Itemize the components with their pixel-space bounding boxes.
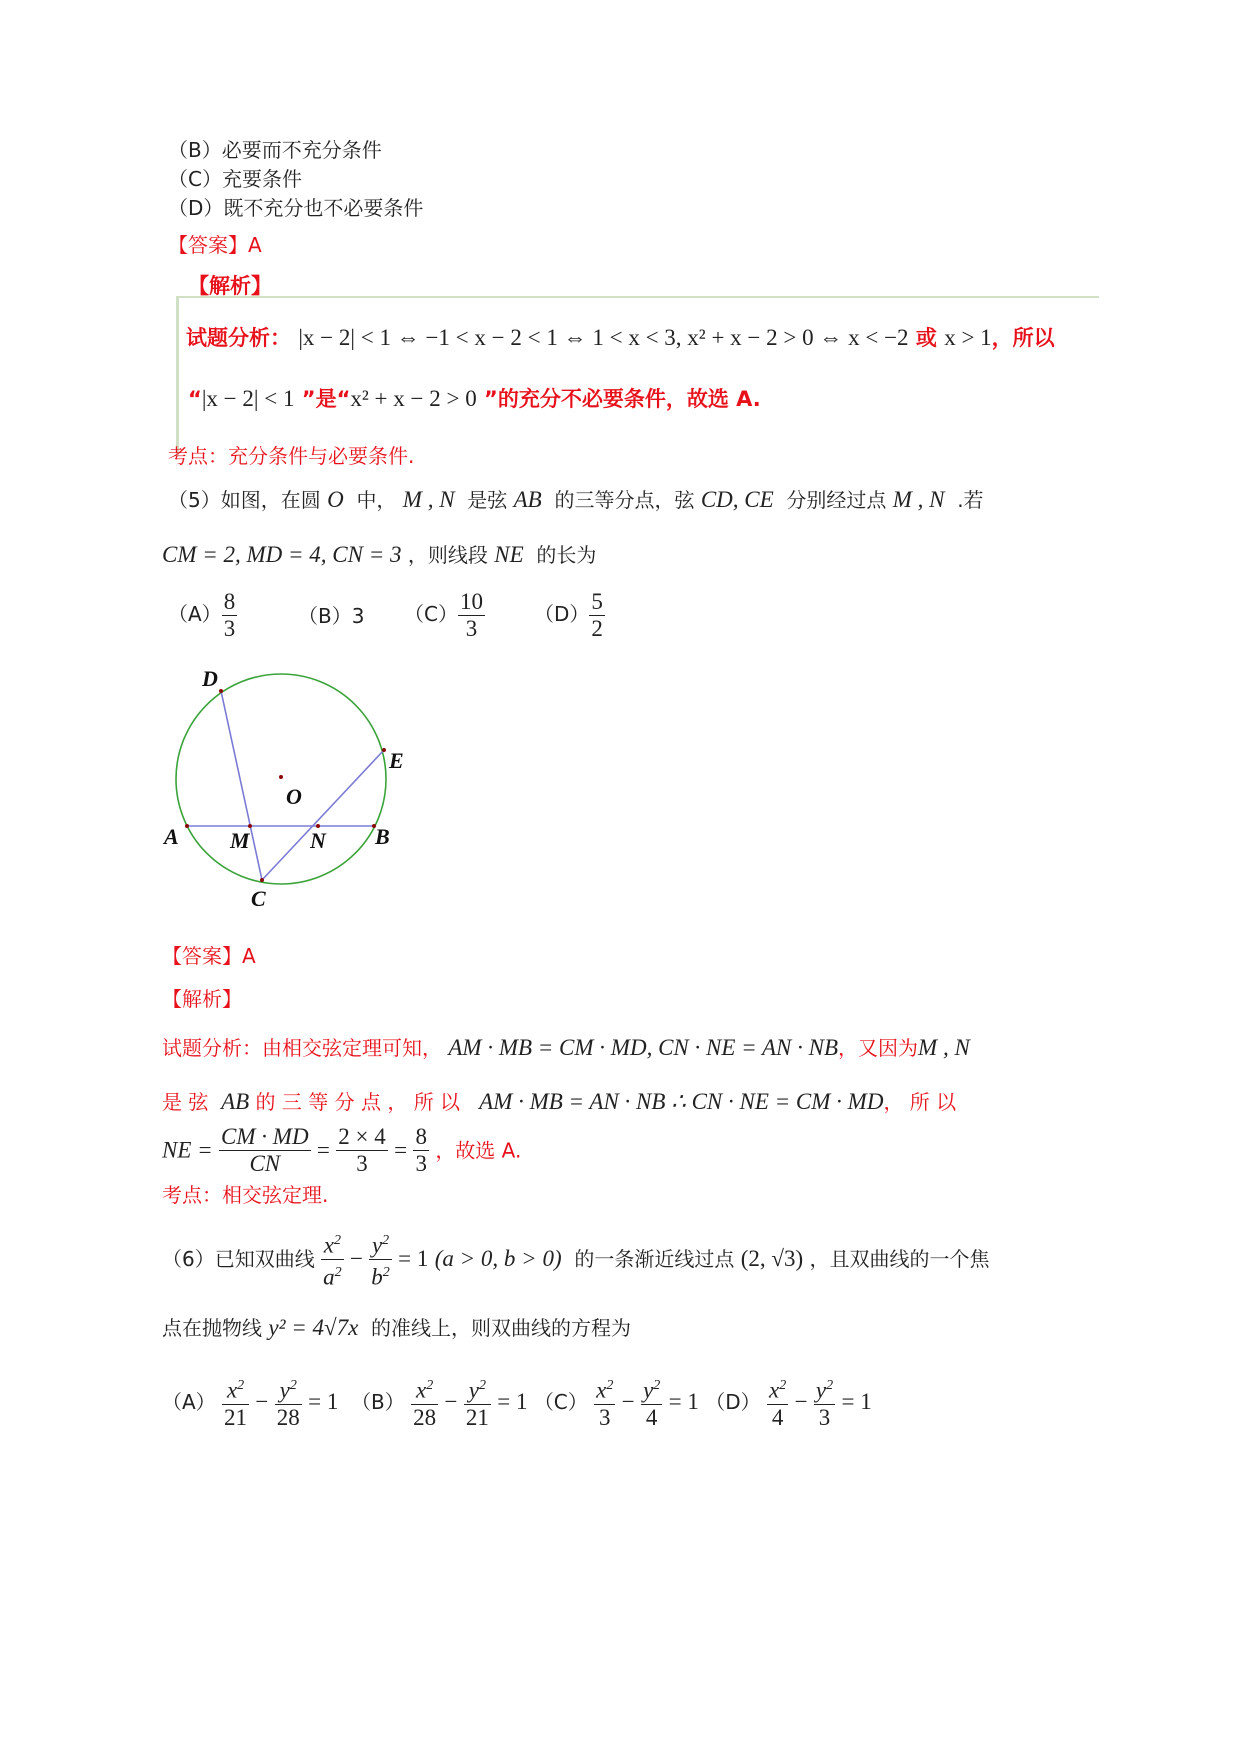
option-text: 既不充分也不必要条件 [223,196,424,220]
denominator: 2 [591,616,603,641]
quote-mid: ”是“ [294,387,351,411]
stem-text: ，且双曲线的一个焦 [809,1247,990,1272]
point-C [260,878,264,882]
option-label: （A） [168,602,222,626]
label-C: C [251,886,266,911]
q5-option-b [298,604,364,628]
denominator: 28 [413,1404,437,1430]
q5-stem-line1 [168,488,984,512]
analysis-text: 的 三 等 分 点 ， 所 以 [255,1090,461,1114]
analysis-math-5: x² + x − 2 > 0 [350,386,477,411]
stem-text: 的三等分点，弦 [554,488,695,512]
stem-text: 的一条渐近线过点 [574,1247,735,1272]
q5-stem-line2 [162,543,596,567]
label-B: B [375,824,390,849]
analysis-math: |x − 2| < 1 ⇔ −1 < x − 2 < 1 ⇔ 1 < x < 3 [298,325,676,350]
q5-analysis-line3: NE = $\frac{CM \cdot MD}{CN}$ = $\frac{2 \times 4}{3}$ = $\frac{8}{3}$ ，故选 A. [162,1124,522,1176]
option-text: 充要条件 [221,167,302,191]
q4-answer [168,233,262,257]
option-label: （B） [351,1389,405,1414]
analysis-suffix: ，所以 [991,326,1055,350]
circle-figure [150,660,440,920]
option-b-x: $\frac{x^2}{28}$ [411,1373,438,1431]
analysis-text: ，故选 A. [435,1138,522,1163]
q4-analysis-tag: 【解析】 [188,274,272,298]
option-b-y: $\frac{y^2}{21}$ [464,1373,491,1431]
q6-stem-line2 [162,1316,631,1340]
analysis-math-4: |x − 2| < 1 [201,386,295,411]
q5-analysis-line1 [162,1036,970,1060]
numerator: 5 [591,589,603,614]
option-label: （C） [533,1389,588,1414]
option-label: （C） [404,602,458,626]
option-label: （D） [168,196,224,220]
q4-option-b [168,138,382,162]
option-d-y: $\frac{y^2}{3}$ [814,1373,835,1431]
q5-answer [162,944,256,968]
q4-analysis-line2 [188,383,761,413]
point-A [185,824,189,828]
analysis-math-2: , x² + x − 2 > 0 ⇔ x < −2 [675,325,909,350]
q5-option-d [534,589,605,642]
denominator: 3 [356,1151,368,1176]
analysis-text: 试题分析：由相交弦定理可知， [162,1036,442,1060]
label-E: E [389,748,404,773]
analysis-or: 或 [908,326,945,350]
option-text: 必要而不充分条件 [221,138,382,162]
fraction [222,589,238,642]
stem-text: ，则线段 [407,543,488,567]
option-label: （B） [168,138,222,162]
answer-value: A [242,944,256,968]
option-value: 3 [351,604,365,628]
option-a-x: $\frac{x^2}{21}$ [222,1373,249,1431]
denominator: 21 [224,1404,248,1430]
denominator: 28 [276,1404,300,1430]
numerator: 2 × 4 [338,1124,386,1149]
denominator: 3 [599,1404,611,1430]
denominator: 3 [223,616,236,641]
q4-option-d [168,196,423,220]
hyperbola-y-term: $\frac{y^2}{b^2}$ [369,1228,392,1290]
answer-tag: 【答案】 [162,944,242,968]
option-label: （D） [534,602,590,626]
label-O: O [286,784,302,809]
label-A: A [164,824,179,849]
q6-number: （6） [162,1247,215,1272]
option-label: （B） [298,604,352,628]
denominator: 3 [818,1404,831,1430]
answer-value: A [248,233,262,257]
analysis-math-AB: AB [221,1089,250,1114]
option-label: （D） [705,1389,761,1414]
math-CDCE: CD, CE [700,487,774,512]
q5-option-a [168,589,237,642]
math-MN: M , N [402,487,455,512]
q6-options: （A） $\frac{x^2}{21}$ − $\frac{y^2}{28}$ = 1 （B） $\frac{x^2}{28}$ − $\frac{y^2}{21}$ = 1 （C） $\frac{x^2}{3}$ − $\frac{y^2}{4}$ = 1 （D） $\frac{x^2}{4}$ − $\frac{y^2}{3}$ = 1 [162,1373,872,1431]
analysis-text: 是 弦 [162,1090,209,1114]
chord-CE [262,750,384,880]
q5-analysis-line2 [162,1090,956,1114]
analysis-math: AM · MB = CM · MD, CN · NE = AN · NB [448,1035,839,1060]
denominator: 4 [771,1404,784,1430]
option-a-y: $\frac{y^2}{28}$ [275,1373,302,1431]
math-condition: CM = 2, MD = 4, CN = 3 [162,542,402,567]
math-MN-2: M , N [892,487,945,512]
analysis-math-MN: M , N [918,1035,970,1060]
option-c-y: $\frac{y^2}{4}$ [641,1373,662,1431]
numerator: 10 [459,589,483,614]
analysis-math-2: AM · MB = AN · NB ∴ CN · NE = CM · MD [479,1089,884,1114]
fraction-1 [219,1124,311,1177]
denominator: 4 [645,1404,658,1430]
answer-tag: 【答案】 [168,233,248,257]
q5-kaodian: 考点：相交弦定理. [162,1183,329,1207]
denominator: 3 [465,616,478,641]
label-D: D [202,666,218,691]
denominator: 3 [415,1151,427,1176]
stem-text: 点在抛物线 [162,1316,262,1340]
denominator: CN [249,1151,281,1176]
parabola: y² = 4√7x [268,1315,359,1340]
stem-text: 是弦 [467,488,508,512]
label-M: M [230,828,250,853]
quote-open: “ [188,387,202,411]
math-NE: NE [494,542,524,567]
point-value: 2, √3 [748,1246,796,1272]
q4-analysis-box [176,296,1099,456]
denominator: 21 [465,1404,489,1430]
quote-end: ”的充分不必要条件，故选 A. [476,387,761,411]
numerator: 8 [223,589,236,614]
q4-analysis-line1 [186,322,1055,352]
analysis-text: ，又因为 [838,1036,919,1060]
option-label: （C） [168,167,222,191]
q4-option-c [168,167,302,191]
stem-text: 如图，在圆 [220,488,321,512]
stem-text: 分别经过点 [786,488,887,512]
math-O: O [327,487,344,512]
stem-text: 中， [356,488,397,512]
q5-option-c [404,589,485,642]
stem-text: 的长为 [536,543,597,567]
analysis-NE: NE = [162,1137,213,1163]
option-c-x: $\frac{x^2}{3}$ [594,1373,615,1431]
q5-number: （5） [168,488,221,512]
point-E [382,748,386,752]
numerator: 8 [415,1124,427,1149]
stem-text: 的准线上，则双曲线的方程为 [371,1316,632,1340]
option-label: （A） [162,1389,216,1414]
q4-kaodian: 考点：充分条件与必要条件. [168,444,415,468]
q5-analysis-tag: 【解析】 [162,987,242,1011]
hyperbola-x-term: $\frac{x^2}{a^2}$ [321,1228,344,1290]
point-D [219,689,223,693]
q6-stem-line1: （6）已知双曲线 $\frac{x^2}{a^2}$ − $\frac{y^2}{b^2}$ = 1 (a > 0, b > 0) 的一条渐近线过点 (2, √3) ，且双曲线的一个焦 [162,1228,990,1290]
fraction [458,589,485,642]
fraction [589,589,605,642]
option-d-x: $\frac{x^2}{4}$ [767,1373,788,1431]
analysis-math-3: x > 1 [944,325,992,350]
stem-text: .若 [957,488,984,512]
fraction-2 [336,1124,387,1177]
analysis-text: ， 所 以 [883,1090,957,1114]
stem-text: 已知双曲线 [214,1247,315,1272]
fraction-3 [413,1124,429,1177]
label-N: N [310,828,326,853]
math-AB: AB [513,487,542,512]
point-O [279,775,283,779]
numerator: CM · MD [221,1124,309,1149]
analysis-prefix: 试题分析： [186,326,291,350]
